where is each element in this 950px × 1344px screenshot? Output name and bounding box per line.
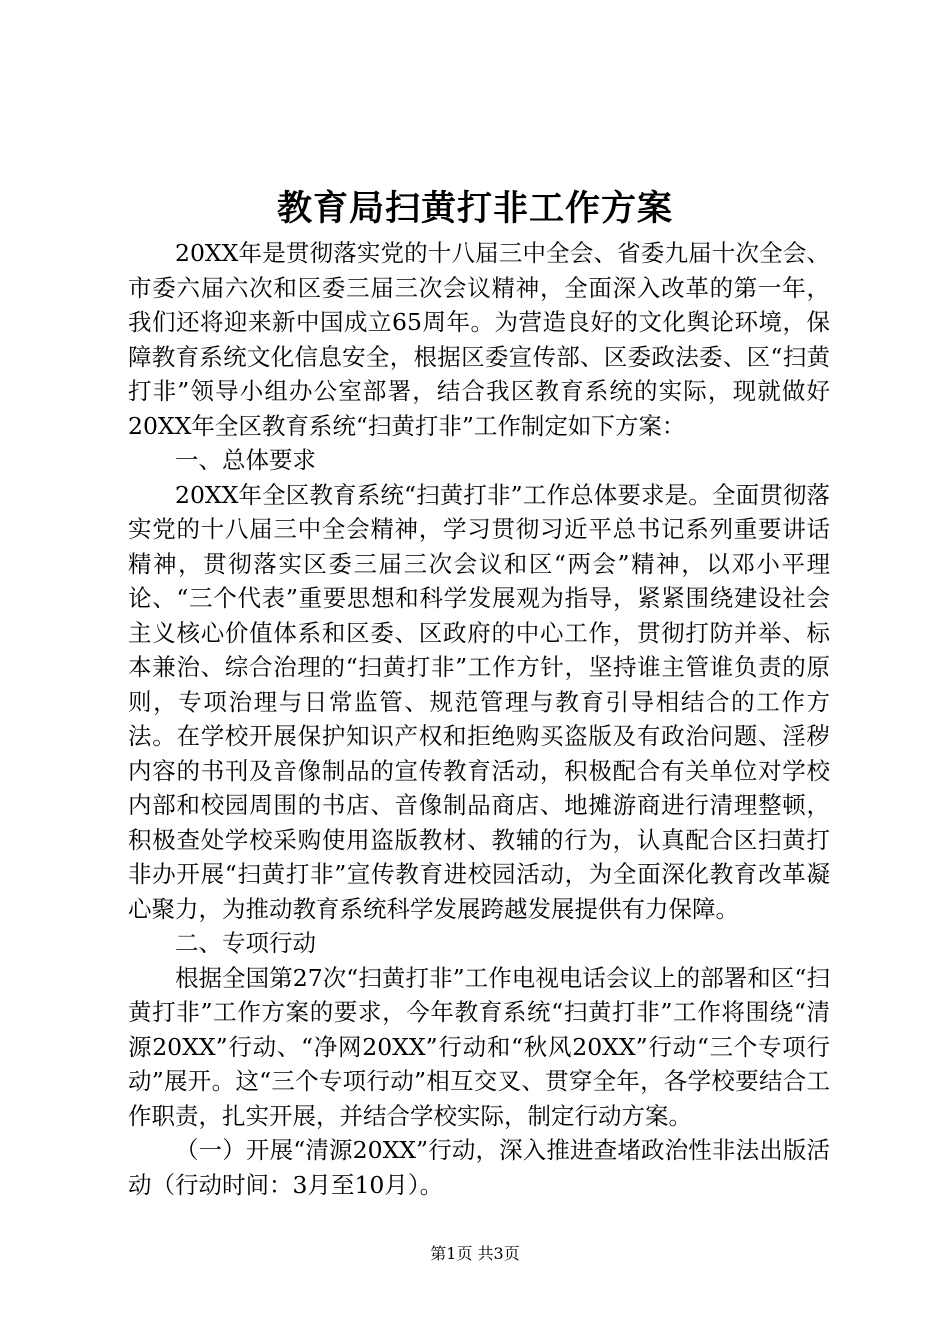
action-item-paragraph: （一）开展“清源20XX”行动，深入推进查堵政治性非法出版活动（行动时间：3月至10月）。 [128,1136,830,1199]
page-footer: 第1页 共3页 [430,1244,520,1263]
special-actions-paragraph: 根据全国第27次“扫黄打非”工作电视电话会议上的部署和区“扫黄打非”工作方案的要求，今年教育系统“扫黄打非”工作将围绕“清源20XX”行动、“净网20XX”行动和“秋风20XX”行动“三个专项行动”展开。这“三个专项行动”相互交叉、贯穿全年，各学校要结合工作职责，扎实开展，并结合学校实际，制定行动方案。 [128,963,830,1130]
intro-paragraph: 20XX年是贯彻落实党的十八届三中全会、省委九届十次全会、市委六届六次和区委三届三次会议精神，全面深入改革的第一年，我们还将迎来新中国成立65周年。为营造良好的文化舆论环境，保障教育系统文化信息安全，根据区委宣传部、区委政法委、区“扫黄打非”领导小组办公室部署，结合我区教育系统的实际，现就做好20XX年全区教育系统“扫黄打非”工作制定如下方案： [128,239,830,440]
general-requirements-paragraph: 20XX年全区教育系统“扫黄打非”工作总体要求是。全面贯彻落实党的十八届三中全会精神，学习贯彻习近平总书记系列重要讲话精神，贯彻落实区委三届三次会议和区“两会”精神，以邓小平理论、“三个代表”重要思想和科学发展观为指导，紧紧围绕建设社会主义核心价值体系和区委、区政府的中心工作，贯彻打防并举、标本兼治、综合治理的“扫黄打非”工作方针，坚持谁主管谁负责的原则，专项治理与日常监管、规范管理与教育引导相结合的工作方法。在学校开展保护知识产权和拒绝购买盗版及有政治问题、淫秽内容的书刊及音像制品的宣传教育活动，积极配合有关单位对学校内部和校园周围的书店、音像制品商店、地摊游商进行清理整顿，积极查处学校采购使用盗版教材、教辅的行为，认真配合区扫黄打非办开展“扫黄打非”宣传教育进校园活动，为全面深化教育改革凝心聚力，为推动教育系统科学发展跨越发展提供有力保障。 [128,480,830,923]
document-title: 教育局扫黄打非工作方案 [276,188,673,229]
document-body [128,236,830,1202]
section-heading-special-actions: 二、专项行动 [175,929,316,957]
section-heading-general-requirements: 一、总体要求 [175,446,316,474]
